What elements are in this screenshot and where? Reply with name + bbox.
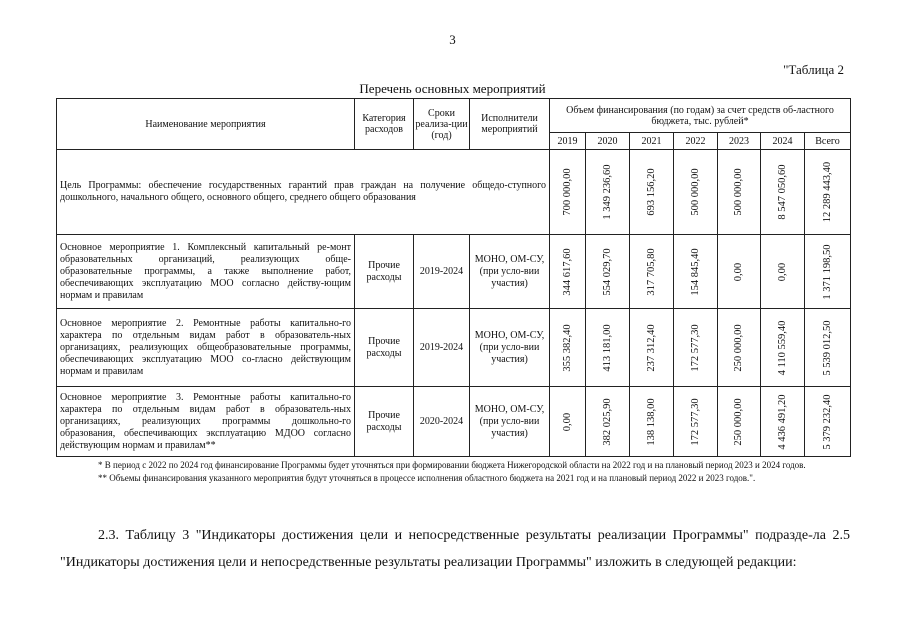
header-terms: Сроки реализа-ции (год) (414, 99, 470, 150)
header-total: Всего (805, 133, 851, 150)
executors-cell: МОНО, ОМ-СУ, (при усло-вии участия) (470, 309, 550, 387)
executors-cell: МОНО, ОМ-СУ, (при усло-вии участия) (470, 387, 550, 457)
value-cell: 344 617,60 (550, 235, 586, 309)
total-cell: 5 379 232,40 (805, 387, 851, 457)
value-cell: 500 000,00 (718, 150, 761, 235)
activity-name: Основное мероприятие 3. Ремонтные работы капитально-го характера по отдельным видам работ в образователь-ных организациях, реализующих программы дошкольно-го образования, обеспечивающих эксплуатацию МДОО согласно действующим нормам и правилам** (57, 387, 355, 457)
total-cell: 12 289 443,40 (805, 150, 851, 235)
header-funding: Объем финансирования (по годам) за счет средств об-ластного бюджета, тыс. рублей* (550, 99, 851, 133)
goal-cell: Цель Программы: обеспечение государственных гарантий прав граждан на получение общедо-ступного дошкольного, начального общего, основного общего, среднего общего образования (57, 150, 550, 235)
footnote: * В период с 2022 по 2024 год финансирование Программы будет уточняться при формировании бюджета Нижегородской области на 2022 год и на плановый период 2023 и 2024 годов. (98, 460, 806, 470)
footnote: ** Объемы финансирования указанного мероприятия будут уточняться в процессе исполнения областного бюджета на 2021 год и на плановый период 2022 и 2023 годов.". (98, 473, 756, 483)
footnotes (60, 459, 850, 485)
value-cell: 237 312,40 (630, 309, 674, 387)
value-cell: 172 577,30 (674, 387, 718, 457)
header-name: Наименование мероприятия (57, 99, 355, 150)
terms-cell: 2019-2024 (414, 235, 470, 309)
category-cell: Прочие расходы (355, 387, 414, 457)
header-year: 2024 (761, 133, 805, 150)
header-year: 2020 (586, 133, 630, 150)
value-cell: 172 577,30 (674, 309, 718, 387)
header-year: 2022 (674, 133, 718, 150)
header-category: Категория расходов (355, 99, 414, 150)
table-row (57, 387, 851, 457)
value-cell: 382 025,90 (586, 387, 630, 457)
header-year: 2023 (718, 133, 761, 150)
body-paragraph (60, 522, 850, 576)
value-cell: 250 000,00 (718, 387, 761, 457)
activity-name: Основное мероприятие 1. Комплексный капитальный ре-монт образовательных организаций, реализующих обще-образовательные программы, а также выполнение работ, обеспечивающих эксплуатацию МОО согласно действу-ющим нормам и правилам (57, 235, 355, 309)
table-row (57, 309, 851, 387)
table-row (57, 235, 851, 309)
value-cell: 138 138,00 (630, 387, 674, 457)
table-title: Перечень основных мероприятий (359, 81, 546, 96)
value-cell: 700 000,00 (550, 150, 586, 235)
value-cell: 4 436 491,20 (761, 387, 805, 457)
header-row (57, 99, 851, 133)
header-executors: Исполнители мероприятий (470, 99, 550, 150)
value-cell: 0,00 (761, 235, 805, 309)
total-cell: 5 539 012,50 (805, 309, 851, 387)
value-cell: 693 156,20 (630, 150, 674, 235)
value-cell: 355 382,40 (550, 309, 586, 387)
activity-name: Основное мероприятие 2. Ремонтные работы капитально-го характера по отдельным видам работ в образователь-ных организациях, реализующих общеобразовательные программы, обеспечивающих эксплуатацию МОО со-гласно действующим нормам и правилам (57, 309, 355, 387)
value-cell: 250 000,00 (718, 309, 761, 387)
header-year: 2021 (630, 133, 674, 150)
page-number: 3 (449, 32, 456, 47)
category-cell: Прочие расходы (355, 235, 414, 309)
value-cell: 0,00 (550, 387, 586, 457)
value-cell: 4 110 559,40 (761, 309, 805, 387)
terms-cell: 2020-2024 (414, 387, 470, 457)
value-cell: 413 181,00 (586, 309, 630, 387)
category-cell: Прочие расходы (355, 309, 414, 387)
value-cell: 0,00 (718, 235, 761, 309)
value-cell: 500 000,00 (674, 150, 718, 235)
terms-cell: 2019-2024 (414, 309, 470, 387)
table-row (57, 150, 851, 235)
value-cell: 317 705,80 (630, 235, 674, 309)
total-cell: 1 371 198,50 (805, 235, 851, 309)
value-cell: 554 029,70 (586, 235, 630, 309)
paragraph-text: 2.3. Таблицу 3 "Индикаторы достижения цели и непосредственные результаты реализации Программы" подразде-ла 2.5 "Индикаторы достижения цели и непосредственные результаты реализации Программы" изложить в следующей редакции: (60, 528, 850, 570)
value-cell: 1 349 236,60 (586, 150, 630, 235)
table-tag: "Таблица 2 (783, 62, 844, 77)
activities-table (56, 98, 851, 457)
value-cell: 8 547 050,60 (761, 150, 805, 235)
executors-cell: МОНО, ОМ-СУ, (при усло-вии участия) (470, 235, 550, 309)
value-cell: 154 845,40 (674, 235, 718, 309)
header-year: 2019 (550, 133, 586, 150)
